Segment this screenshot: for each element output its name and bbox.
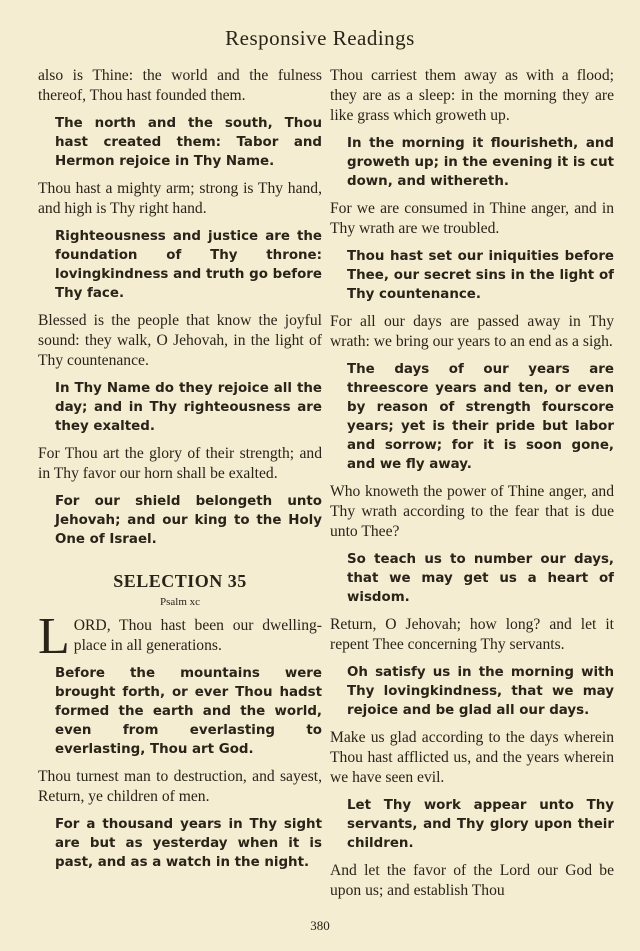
reading-verse-regular: For all our days are passed away in Thy wrath: we bring our years to an end as a sigh. — [330, 313, 614, 350]
reading-verse-response: Righteousness and justice are the foundation of Thy throne: lovingkindness and truth go before Thy face. — [55, 229, 322, 301]
page-title: Responsive Readings — [225, 26, 415, 50]
reading-verse-response: For our shield belongeth unto Jehovah; and our king to the Holy One of Israel. — [55, 494, 322, 547]
reading-verse-regular: also is Thine: the world and the fulness thereof, Thou hast founded them. — [38, 67, 322, 104]
reading-verse-regular: For we are consumed in Thine anger, and in Thy wrath are we troubled. — [330, 200, 614, 237]
reading-verse-regular: Thou carriest them away as with a flood; they are as a sleep: in the morning they are like grass which groweth up. — [330, 67, 614, 124]
reading-verse-regular: Thou hast a mighty arm; strong is Thy hand, and high is Thy right hand. — [38, 180, 322, 217]
reading-verse-regular: Thou turnest man to destruction, and sayest, Return, ye children of men. — [38, 768, 322, 805]
reading-verse-response: The days of our years are threescore years and ten, or even by reason of strength fourscore years; yet is their pride but labor and sorrow; for it is soon gone, and we fly away. — [347, 362, 614, 472]
reading-verse-regular: Make us glad according to the days wherein Thou hast afflicted us, and the years wherein we have seen evil. — [330, 729, 614, 786]
selection-heading: SELECTION 35 — [113, 571, 247, 591]
opening-verse-text: ORD, Thou hast been our dwelling-place in all generations. — [73, 617, 322, 654]
left-column — [38, 66, 322, 880]
reading-verse-regular: Blessed is the people that know the joyful sound: they walk, O Jehovah, in the light of Thy countenance. — [38, 312, 322, 369]
reading-verse-response: In the morning it flourisheth, and groweth up; in the evening it is cut down, and withereth. — [347, 136, 614, 189]
drop-cap-letter: L — [38, 608, 70, 665]
reading-verse-response: Oh satisfy us in the morning with Thy lovingkindness, that we may rejoice and be glad all our days. — [347, 665, 614, 718]
reading-verse-response: In Thy Name do they rejoice all the day; and in Thy righteousness are they exalted. — [55, 381, 322, 434]
reading-verse-regular: For Thou art the glory of their strength; and in Thy favor our horn shall be exalted. — [38, 445, 322, 482]
reading-verse-response: So teach us to number our days, that we may get us a heart of wisdom. — [347, 552, 614, 605]
selection-opening-verse — [38, 608, 322, 665]
reading-verse-response: Let Thy work appear unto Thy servants, and Thy glory upon their children. — [347, 798, 614, 851]
reading-verse-response: Before the mountains were brought forth, or ever Thou hadst formed the earth and the world, even from everlasting to everlasting, Thou art God. — [55, 666, 322, 757]
page-number: 380 — [310, 918, 330, 933]
reading-verse-response: The north and the south, Thou hast created them: Tabor and Hermon rejoice in Thy Name. — [55, 116, 322, 169]
reading-verse-response: For a thousand years in Thy sight are but as yesterday when it is past, and as a watch in the night. — [55, 817, 322, 870]
right-column — [330, 66, 614, 909]
reading-verse-regular: Return, O Jehovah; how long? and let it repent Thee concerning Thy servants. — [330, 616, 614, 653]
reading-verse-regular: And let the favor of the Lord our God be upon us; and establish Thou — [330, 862, 614, 899]
reading-verse-regular: Who knoweth the power of Thine anger, and Thy wrath according to the fear that is due unto Thee? — [330, 483, 614, 540]
selection-source: Psalm xc — [159, 596, 201, 608]
reading-verse-response: Thou hast set our iniquities before Thee, our secret sins in the light of Thy countenance. — [347, 249, 614, 302]
